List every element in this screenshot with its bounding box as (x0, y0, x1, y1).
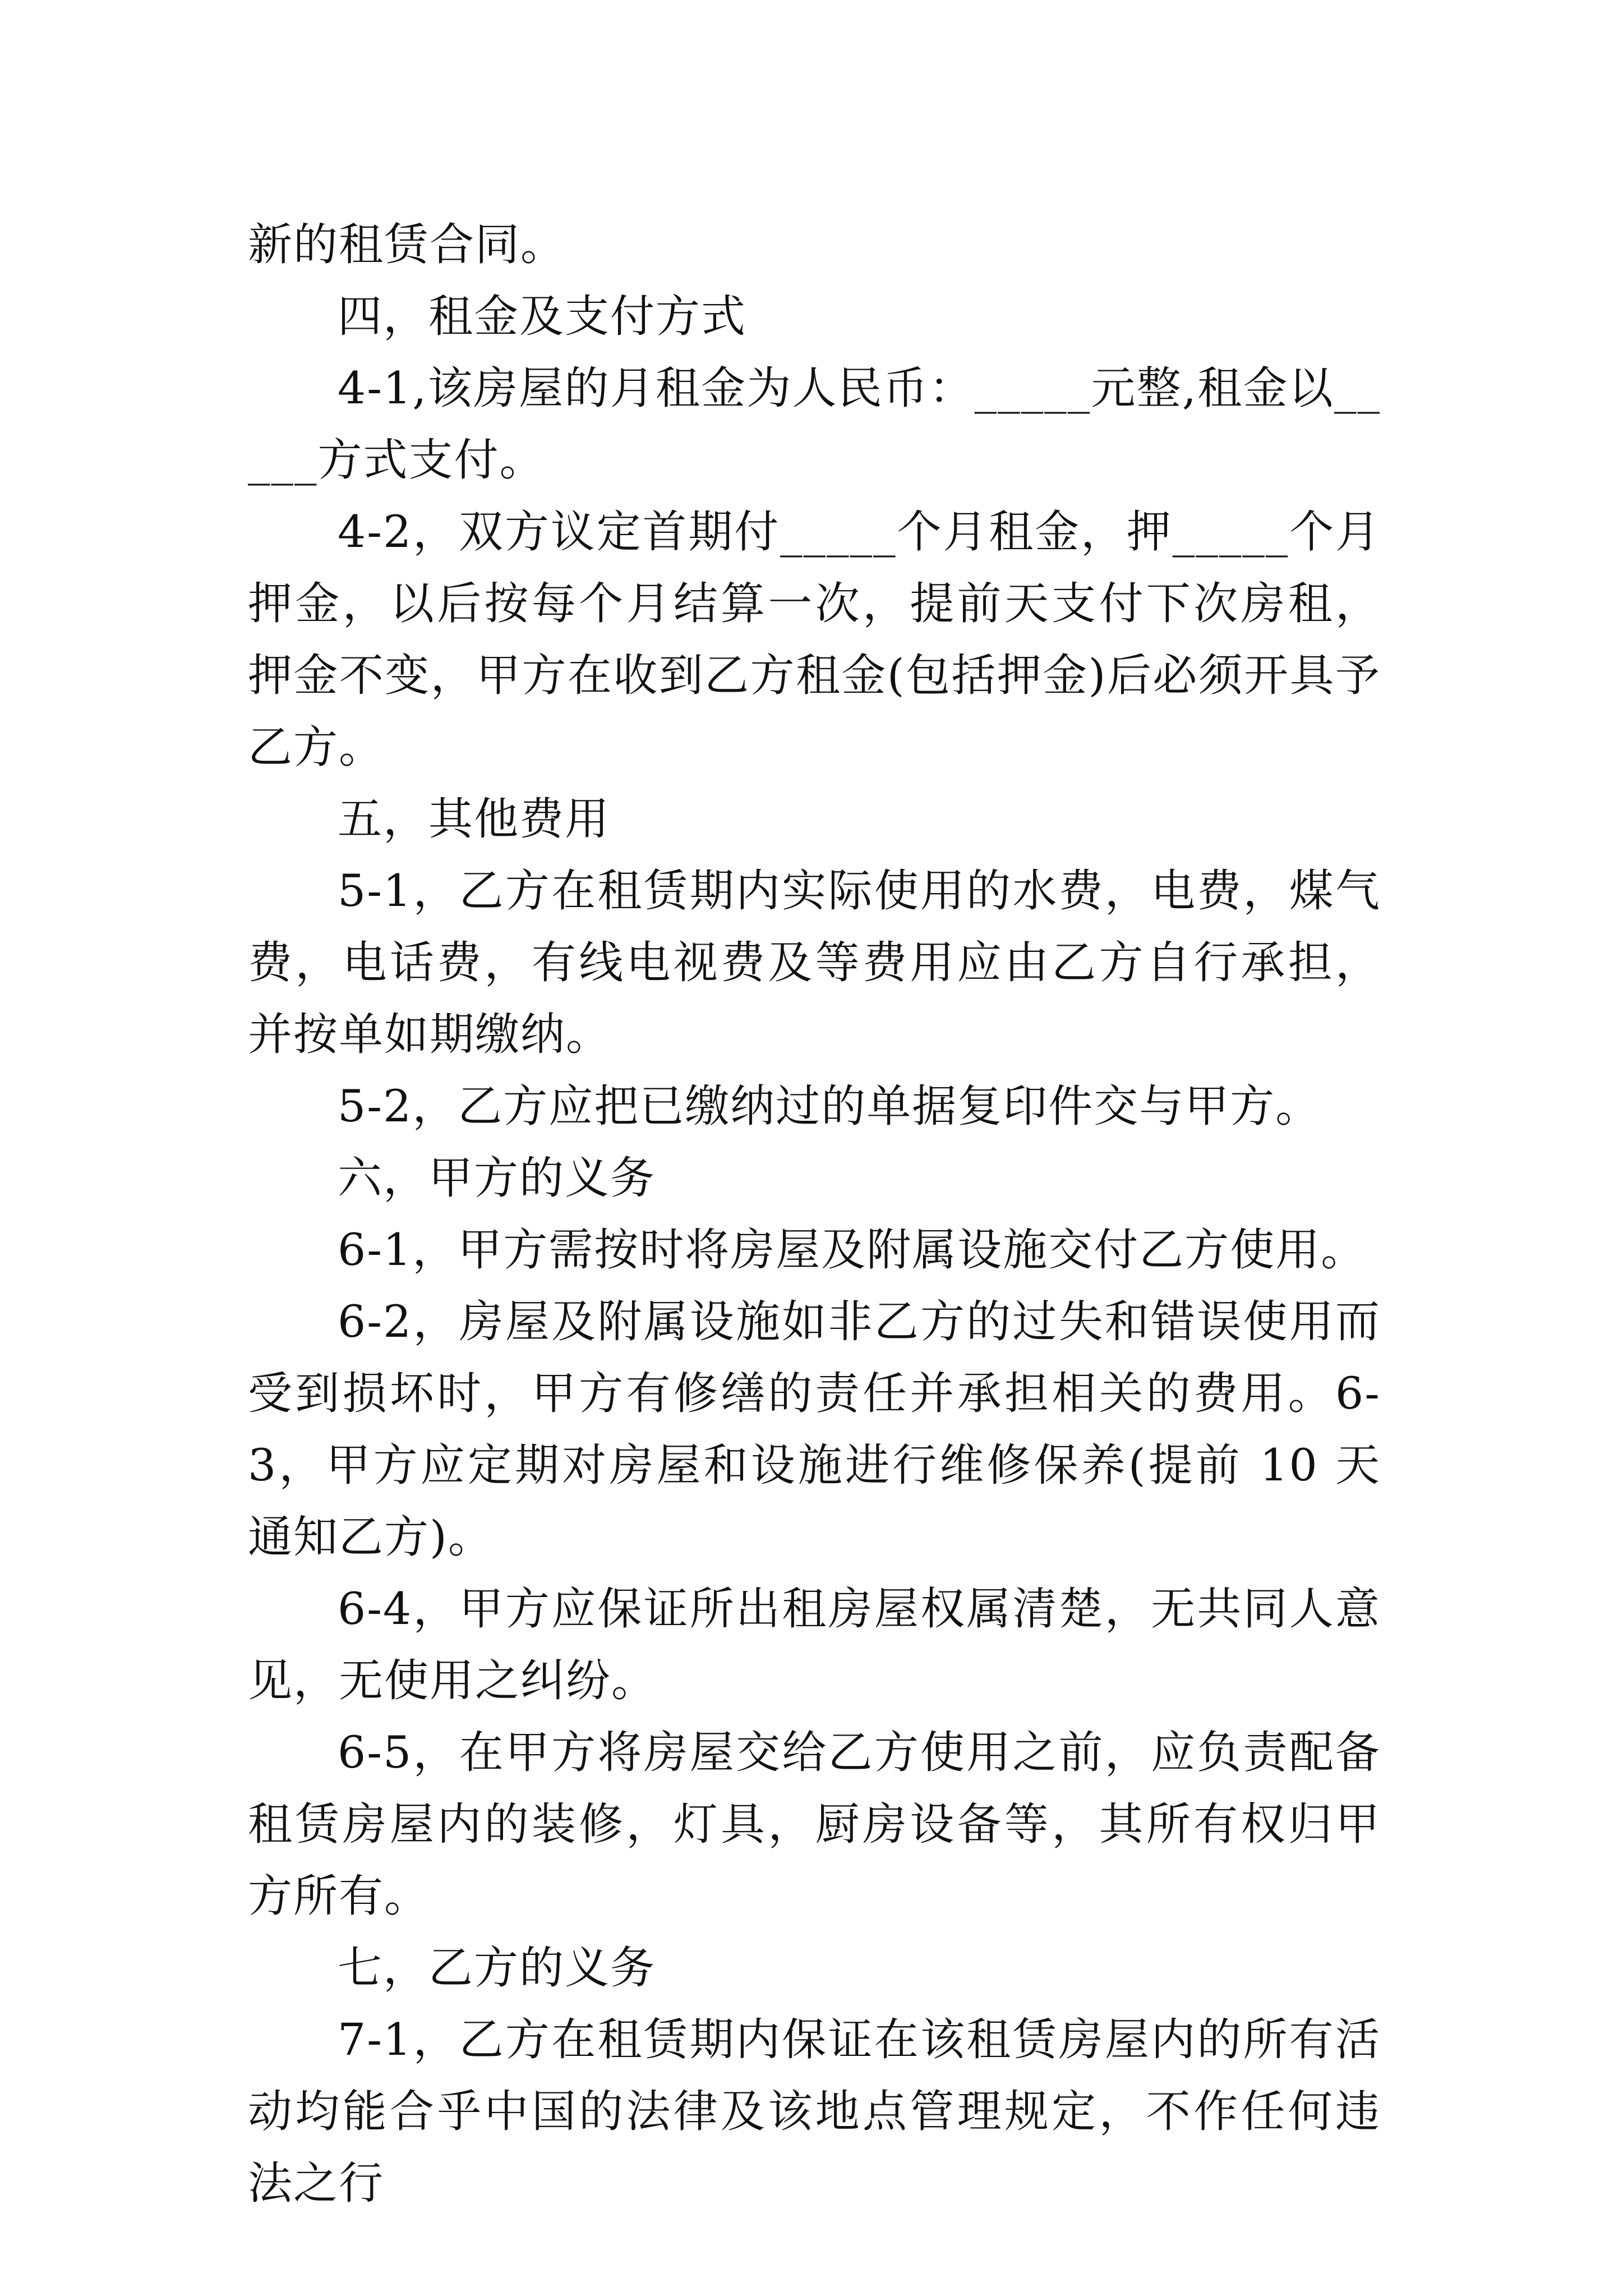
section-heading-other-fees: 五，其他费用 (338, 793, 610, 845)
clause-5-2: 5-2，乙方应把已缴纳过的单据复印件交与甲方。 (338, 1080, 1321, 1132)
clause-5-1: 5-1，乙方在租赁期内实际使用的水费，电费，煤气费，电话费，有线电视费及等费用应由乙方自行承担，并按单如期缴纳。 (248, 865, 1381, 1060)
section-heading-rent-payment: 四，租金及支付方式 (338, 291, 746, 342)
clause-4-1: 4-1,该房屋的月租金为人民币：_____元整,租金以_____方式支付。 (248, 362, 1381, 486)
clause-6-4: 6-4，甲方应保证所出租房屋权属清楚，无共同人意见，无使用之纠纷。 (248, 1583, 1381, 1706)
paragraph-continuation: 新的租赁合同。 (248, 219, 566, 270)
clause-6-1: 6-1，甲方需按时将房屋及附属设施交付乙方使用。 (338, 1224, 1367, 1276)
clause-4-2: 4-2，双方议定首期付_____个月租金，押_____个月押金，以后按每个月结算一次，提前天支付下次房租，押金不变，甲方在收到乙方租金(包括押金)后必须开具予乙方。 (248, 506, 1381, 773)
section-heading-party-a-obligations: 六，甲方的义务 (338, 1152, 656, 1204)
section-heading-party-b-obligations: 七，乙方的义务 (338, 1942, 656, 1994)
clause-6-5: 6-5，在甲方将房屋交给乙方使用之前，应负责配备租赁房屋内的装修，灯具，厨房设备等，其所有权归甲方所有。 (248, 1727, 1381, 1922)
clause-7-1: 7-1，乙方在租赁期内保证在该租赁房屋内的所有活动均能合乎中国的法律及该地点管理规定，不作任何违法之行 (248, 2014, 1381, 2209)
clause-6-2-6-3: 6-2，房屋及附属设施如非乙方的过失和错误使用而受到损坏时，甲方有修缮的责任并承担相关的费用。6-3，甲方应定期对房屋和设施进行维修保养(提前 10 天通知乙方)。 (248, 1296, 1381, 1563)
contract-body (248, 209, 1381, 2219)
